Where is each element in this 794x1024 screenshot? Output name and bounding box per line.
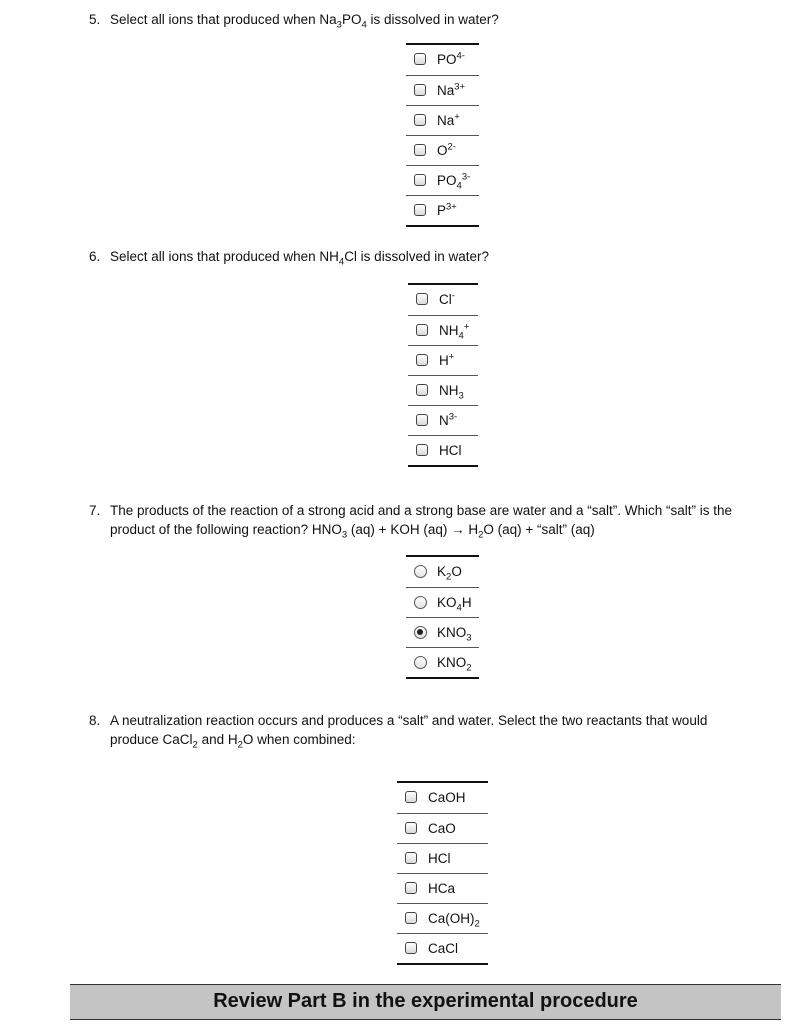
option-label: $P^{3+}$: [437, 201, 457, 218]
question-5: [89, 10, 499, 29]
option-label: CaO: [428, 821, 456, 836]
checkbox[interactable]: [405, 942, 417, 954]
checkbox[interactable]: [414, 204, 426, 216]
checkbox[interactable]: [416, 444, 428, 456]
q5-option[interactable]: [406, 135, 479, 165]
question-text: Select all ions that produced when $NH_4Cl$ is dissolved in water?: [110, 249, 489, 268]
question-number: 5.: [89, 12, 101, 27]
question-7: [89, 501, 732, 539]
q5-option[interactable]: [406, 165, 479, 195]
q5-options: [406, 43, 479, 227]
question-number: 6.: [89, 249, 101, 264]
option-label: $KO_4H$: [437, 595, 472, 614]
option-label: $PO^{4-}$: [437, 50, 465, 67]
question-text-line-1: The products of the reaction of a strong acid and a strong base are water and a “salt”. Which “salt” is the: [110, 503, 733, 518]
q6-option[interactable]: [408, 375, 478, 405]
radio-button[interactable]: [414, 626, 427, 639]
question-6: [89, 247, 489, 266]
option-label: Cl-: [439, 290, 455, 307]
option-label: $Ca(OH)_2$: [428, 911, 480, 930]
checkbox[interactable]: [414, 144, 426, 156]
question-text-line-1: A neutralization reaction occurs and produces a “salt” and water. Select the two reactants that would: [110, 713, 708, 728]
option-label: HCa: [428, 881, 456, 896]
question-text-line-2: product of the following reaction? $HNO_3$ (aq) + KOH $(aq) \to H_2O$ (aq) + “salt” (aq): [110, 522, 595, 541]
q7-option[interactable]: [406, 587, 479, 617]
option-label: HCl: [439, 443, 462, 458]
option-label: $KNO_3$: [437, 625, 472, 644]
q6-option[interactable]: [408, 345, 478, 375]
option-label: $NH_4^+$: [439, 321, 470, 342]
q5-option[interactable]: [406, 75, 479, 105]
option-label: $K_2O$: [437, 564, 462, 583]
checkbox[interactable]: [416, 324, 428, 336]
radio-button[interactable]: [414, 656, 427, 669]
q7-options: [406, 555, 479, 679]
question-number: 8.: [89, 713, 101, 728]
question-text-line-2: produce CaCl$_2$ and $H_2O$ when combined:: [110, 732, 356, 751]
radio-button[interactable]: [414, 596, 427, 609]
option-label: $N^{3-}$: [439, 411, 458, 428]
option-label: H+: [439, 351, 455, 368]
q8-option[interactable]: [397, 813, 488, 843]
q5-option[interactable]: [406, 105, 479, 135]
question-number: 7.: [89, 503, 101, 518]
option-label: $O^{2-}$: [437, 141, 456, 158]
checkbox[interactable]: [416, 384, 428, 396]
checkbox[interactable]: [414, 114, 426, 126]
q5-option[interactable]: [406, 195, 479, 225]
checkbox[interactable]: [416, 414, 428, 426]
q7-option[interactable]: [406, 647, 479, 677]
option-label: HCl: [428, 851, 451, 866]
checkbox[interactable]: [416, 354, 428, 366]
q7-option[interactable]: [406, 617, 479, 647]
checkbox[interactable]: [414, 174, 426, 186]
option-label: $Na^{3+}$: [437, 81, 466, 98]
checkbox[interactable]: [405, 852, 417, 864]
option-label: CaOH: [428, 790, 466, 805]
q7-option[interactable]: [406, 557, 479, 587]
q8-option[interactable]: [397, 783, 488, 813]
option-label: Na+: [437, 111, 460, 128]
checkbox[interactable]: [405, 882, 417, 894]
q8-option[interactable]: [397, 843, 488, 873]
checkbox[interactable]: [405, 791, 417, 803]
q6-options: [408, 283, 478, 467]
q6-option[interactable]: [408, 435, 478, 465]
q8-options: [397, 781, 488, 965]
checkbox[interactable]: [416, 293, 428, 305]
checkbox[interactable]: [405, 912, 417, 924]
q6-option[interactable]: [408, 405, 478, 435]
checkbox[interactable]: [414, 53, 426, 65]
q5-option[interactable]: [406, 45, 479, 75]
review-banner: Review Part B in the experimental procedure: [70, 984, 781, 1020]
radio-button[interactable]: [414, 565, 427, 578]
q8-option[interactable]: [397, 933, 488, 963]
q8-option[interactable]: [397, 873, 488, 903]
checkbox[interactable]: [414, 84, 426, 96]
option-label: $PO_4^{3-}$: [437, 171, 471, 192]
q6-option[interactable]: [408, 315, 478, 345]
q8-option[interactable]: [397, 903, 488, 933]
question-text: Select all ions that produced when $Na_3PO_4$ is dissolved in water?: [110, 12, 499, 31]
option-label: $KNO_2$: [437, 655, 472, 674]
question-8: [89, 711, 707, 749]
q6-option[interactable]: [408, 285, 478, 315]
checkbox[interactable]: [405, 822, 417, 834]
option-label: $NH_3$: [439, 383, 464, 402]
option-label: CaCl: [428, 941, 459, 956]
